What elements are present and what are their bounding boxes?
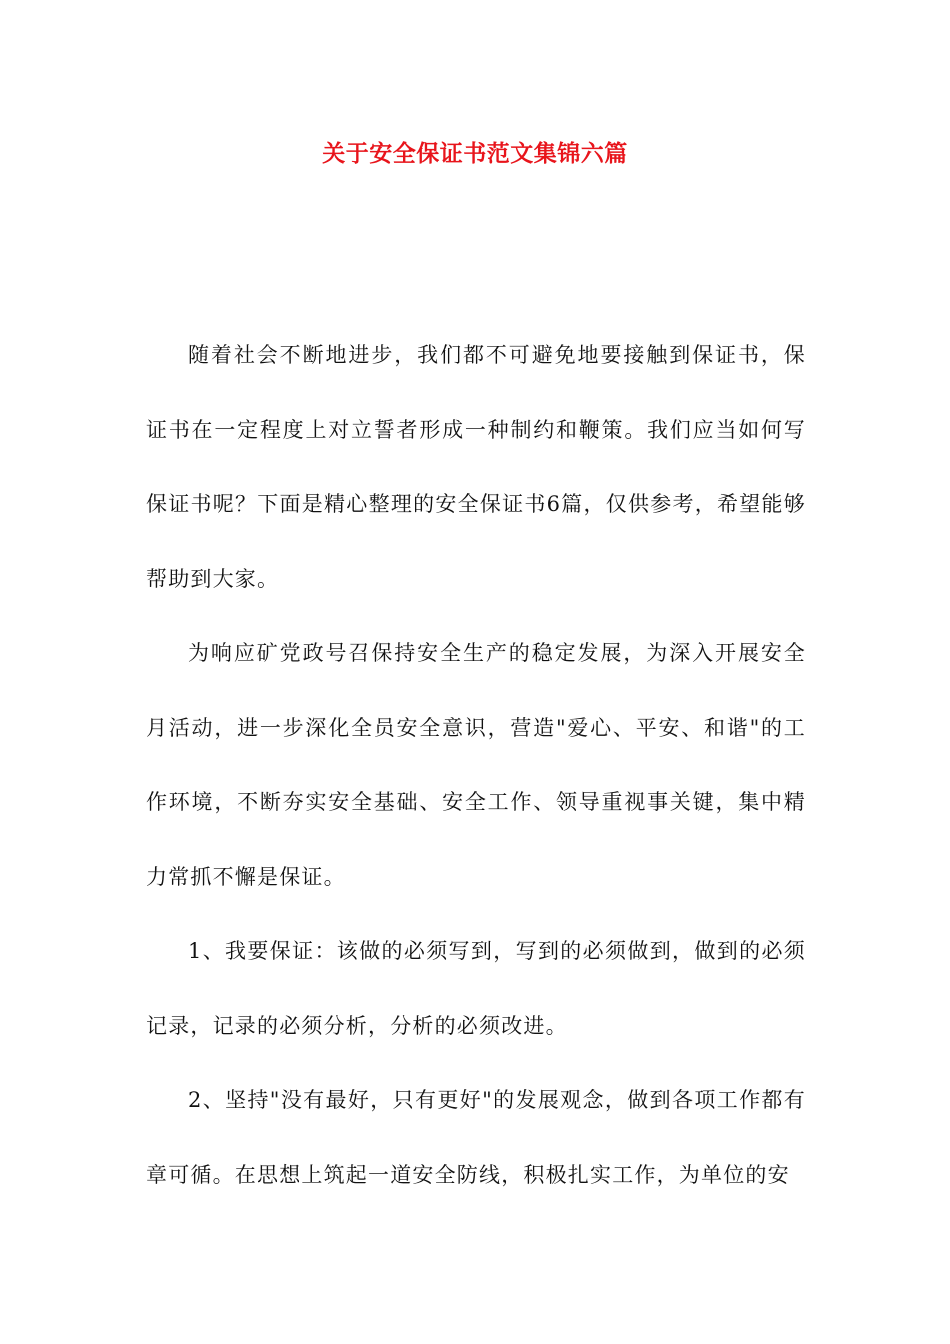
document-title: 关于安全保证书范文集锦六篇 [322,140,628,167]
paragraph-intro: 随着社会不断地进步，我们都不可避免地要接触到保证书，保证书在一定程度上对立誓者形成一种制约和鞭策。我们应当如何写保证书呢？下面是精心整理的安全保证书6篇，仅供参考，希望能够帮助到大家。 [146,343,806,591]
paragraph-safety-month: 为响应矿党政号召保持安全生产的稳定发展，为深入开展安全月活动，进一步深化全员安全意识，营造"爱心、平安、和谐"的工作环境，不断夯实安全基础、安全工作、领导重视事关键，集中精力常抓不懈是保证。 [146,641,806,889]
document-body [146,318,806,1212]
paragraph-item-2: 2、坚持"没有最好，只有更好"的发展观念，做到各项工作都有章可循。在思想上筑起一道安全防线，积极扎实工作，为单位的安 [146,1088,806,1187]
paragraph-item-1: 1、我要保证：该做的必须写到，写到的必须做到，做到的必须记录，记录的必须分析，分析的必须改进。 [146,939,806,1038]
